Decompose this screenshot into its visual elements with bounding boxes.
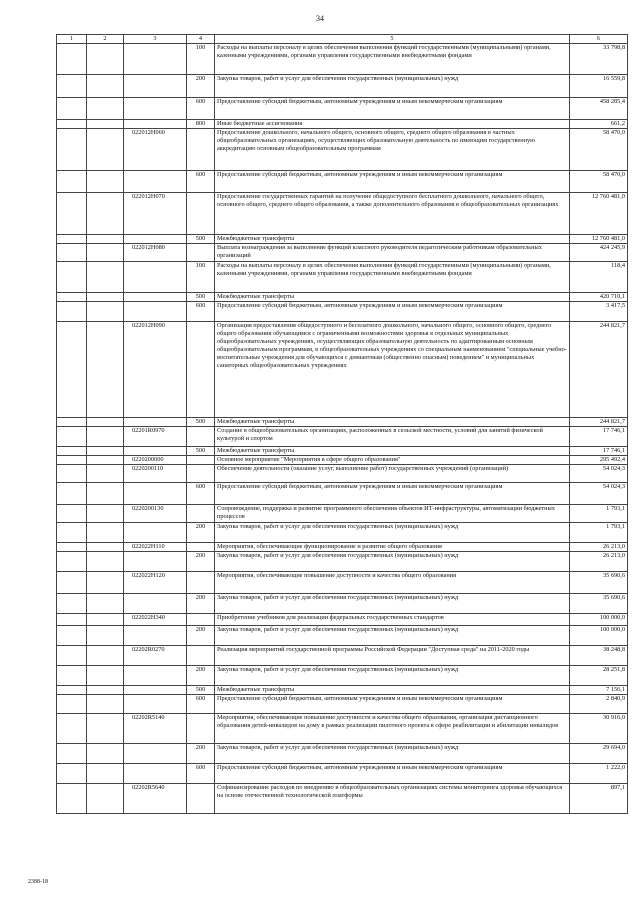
table-row <box>57 646 628 666</box>
cell-expense-type: 200 <box>187 75 215 98</box>
cell-target-code: 022022Н340 <box>124 614 187 626</box>
cell-amount: 17 746,1 <box>570 427 628 447</box>
cell-expense-type: 500 <box>187 418 215 427</box>
cell-col2 <box>87 666 124 686</box>
cell-target-code: 022012Н060 <box>124 129 187 171</box>
cell-amount: 54 024,3 <box>570 483 628 505</box>
cell-description: Обеспечение деятельности (оказание услуг, выполнение работ) государственных учреждений (организаций) <box>215 465 570 483</box>
cell-amount: 33 798,8 <box>570 44 628 75</box>
cell-col2 <box>87 646 124 666</box>
cell-description: Иные бюджетные ассигнования <box>215 120 570 129</box>
cell-description: Софинансирование расходов по внедрению в общеобразовательных организациях системы мониторинга здоровья обучающихся на основе отечественной технологической платформы <box>215 784 570 814</box>
cell-col2 <box>87 120 124 129</box>
column-header: 6 <box>570 35 628 44</box>
cell-amount: 12 760 481,0 <box>570 235 628 244</box>
cell-amount: 424 245,9 <box>570 244 628 262</box>
cell-target-code <box>124 171 187 193</box>
cell-col1 <box>57 686 87 695</box>
cell-col1 <box>57 120 87 129</box>
cell-col2 <box>87 244 124 262</box>
cell-description: Предоставление субсидий бюджетным, автономным учреждениям и иным некоммерческим организациям <box>215 764 570 784</box>
table-row <box>57 784 628 814</box>
table-row <box>57 322 628 418</box>
cell-expense-type: 600 <box>187 483 215 505</box>
table-row <box>57 293 628 302</box>
cell-amount: 1 793,1 <box>570 505 628 523</box>
cell-col2 <box>87 614 124 626</box>
cell-col2 <box>87 744 124 764</box>
cell-col2 <box>87 465 124 483</box>
cell-target-code: 0220200110 <box>124 465 187 483</box>
cell-target-code <box>124 98 187 120</box>
table-row <box>57 523 628 543</box>
cell-expense-type: 600 <box>187 302 215 322</box>
cell-expense-type <box>187 322 215 418</box>
cell-description: Расходы на выплаты персоналу в целях обеспечения выполнения функций государственными (муниципальными) органами, казенными учреждениями, органами управления государственными внебюджетными фондами <box>215 44 570 75</box>
cell-expense-type: 200 <box>187 523 215 543</box>
cell-description: Закупка товаров, работ и услуг для обеспечения государственных (муниципальных) нужд <box>215 666 570 686</box>
cell-amount: 100 000,0 <box>570 626 628 646</box>
cell-description: Предоставление государственных гарантий на получение общедоступного бесплатного дошкольного, начального общего, основного общего, среднего общего образования, а также дополнительного образования в общеобразовательных организациях <box>215 193 570 235</box>
cell-target-code <box>124 552 187 572</box>
table-row <box>57 427 628 447</box>
cell-description: Предоставление субсидий бюджетным, автономным учреждениям и иным некоммерческим организациям <box>215 483 570 505</box>
cell-col2 <box>87 302 124 322</box>
budget-table <box>56 34 628 814</box>
cell-target-code <box>124 235 187 244</box>
table-row <box>57 120 628 129</box>
cell-target-code <box>124 666 187 686</box>
cell-target-code: 0220200130 <box>124 505 187 523</box>
cell-col1 <box>57 456 87 465</box>
cell-description: Предоставление субсидий бюджетным, автономным учреждениям и иным некоммерческим организациям <box>215 302 570 322</box>
cell-amount: 420 710,1 <box>570 293 628 302</box>
table-row <box>57 714 628 744</box>
cell-expense-type <box>187 505 215 523</box>
cell-col2 <box>87 483 124 505</box>
cell-amount: 118,4 <box>570 262 628 293</box>
cell-col2 <box>87 543 124 552</box>
cell-description: Предоставление субсидий бюджетным, автономным учреждениям и иным некоммерческим организациям <box>215 695 570 714</box>
cell-expense-type: 600 <box>187 695 215 714</box>
cell-expense-type <box>187 784 215 814</box>
cell-expense-type <box>187 193 215 235</box>
cell-target-code <box>124 744 187 764</box>
cell-description: Создание в общеобразовательных организациях, расположенных в сельской местности, условий для занятий физической культурой и спортом <box>215 427 570 447</box>
cell-col2 <box>87 456 124 465</box>
cell-col1 <box>57 614 87 626</box>
cell-target-code: 022022Н110 <box>124 543 187 552</box>
cell-col1 <box>57 543 87 552</box>
cell-target-code <box>124 120 187 129</box>
cell-col1 <box>57 98 87 120</box>
cell-col2 <box>87 695 124 714</box>
cell-col1 <box>57 262 87 293</box>
cell-target-code <box>124 44 187 75</box>
cell-expense-type <box>187 456 215 465</box>
cell-col1 <box>57 572 87 594</box>
cell-target-code: 022012Н070 <box>124 193 187 235</box>
page-number: 34 <box>316 14 324 23</box>
cell-target-code <box>124 483 187 505</box>
cell-description: Межбюджетные трансферты <box>215 686 570 695</box>
cell-expense-type: 500 <box>187 235 215 244</box>
cell-col2 <box>87 594 124 614</box>
table-row <box>57 44 628 75</box>
cell-col1 <box>57 322 87 418</box>
table-row <box>57 764 628 784</box>
cell-amount: 28 251,8 <box>570 666 628 686</box>
cell-amount: 12 760 481,0 <box>570 193 628 235</box>
cell-target-code <box>124 302 187 322</box>
document-code: 2388-18 <box>28 879 48 885</box>
cell-col2 <box>87 235 124 244</box>
table-row <box>57 505 628 523</box>
cell-amount: 458 285,4 <box>570 98 628 120</box>
cell-expense-type: 500 <box>187 686 215 695</box>
cell-col1 <box>57 744 87 764</box>
column-header: 4 <box>187 35 215 44</box>
cell-description: Межбюджетные трансферты <box>215 293 570 302</box>
table-row <box>57 614 628 626</box>
cell-expense-type <box>187 543 215 552</box>
cell-col1 <box>57 193 87 235</box>
cell-amount: 661,2 <box>570 120 628 129</box>
cell-col2 <box>87 572 124 594</box>
cell-amount: 17 746,1 <box>570 447 628 456</box>
table-row <box>57 456 628 465</box>
cell-expense-type <box>187 465 215 483</box>
cell-col1 <box>57 244 87 262</box>
cell-expense-type: 200 <box>187 626 215 646</box>
cell-col1 <box>57 44 87 75</box>
cell-target-code: 022022Н120 <box>124 572 187 594</box>
cell-expense-type: 100 <box>187 262 215 293</box>
cell-col1 <box>57 465 87 483</box>
cell-col2 <box>87 764 124 784</box>
cell-col2 <box>87 171 124 193</box>
cell-col1 <box>57 626 87 646</box>
cell-description: Мероприятия, обеспечивающие повышение доступности и качества общего образования, организация дистанционного образования детей-инвалидов на дому в рамках реализации пилотного проекта в сфере реабилитации и абилитации инвалидов <box>215 714 570 744</box>
cell-description: Закупка товаров, работ и услуг для обеспечения государственных (муниципальных) нужд <box>215 744 570 764</box>
table-row <box>57 572 628 594</box>
cell-target-code: 02202R5140 <box>124 714 187 744</box>
cell-description: Межбюджетные трансферты <box>215 235 570 244</box>
cell-col2 <box>87 552 124 572</box>
table-row <box>57 244 628 262</box>
cell-col1 <box>57 483 87 505</box>
cell-col1 <box>57 714 87 744</box>
cell-col1 <box>57 552 87 572</box>
cell-col2 <box>87 322 124 418</box>
cell-col1 <box>57 764 87 784</box>
cell-expense-type: 600 <box>187 764 215 784</box>
cell-target-code <box>124 626 187 646</box>
cell-expense-type: 600 <box>187 171 215 193</box>
cell-expense-type: 200 <box>187 666 215 686</box>
cell-description: Предоставление субсидий бюджетным, автономным учреждениям и иным некоммерческим организациям <box>215 98 570 120</box>
cell-col1 <box>57 646 87 666</box>
cell-col2 <box>87 193 124 235</box>
table-row <box>57 418 628 427</box>
cell-target-code <box>124 418 187 427</box>
cell-col1 <box>57 427 87 447</box>
cell-target-code <box>124 262 187 293</box>
cell-expense-type: 100 <box>187 44 215 75</box>
cell-col2 <box>87 98 124 120</box>
cell-expense-type <box>187 572 215 594</box>
cell-description: Мероприятия, обеспечивающие повышение доступности и качества общего образования <box>215 572 570 594</box>
cell-amount: 35 690,6 <box>570 572 628 594</box>
cell-description: Закупка товаров, работ и услуг для обеспечения государственных (муниципальных) нужд <box>215 75 570 98</box>
cell-target-code <box>124 594 187 614</box>
cell-col2 <box>87 626 124 646</box>
cell-amount: 7 156,1 <box>570 686 628 695</box>
cell-target-code <box>124 293 187 302</box>
cell-col1 <box>57 594 87 614</box>
table-row <box>57 686 628 695</box>
table-row <box>57 695 628 714</box>
table-row <box>57 594 628 614</box>
cell-col2 <box>87 505 124 523</box>
cell-expense-type <box>187 427 215 447</box>
cell-amount: 38 248,8 <box>570 646 628 666</box>
cell-col2 <box>87 293 124 302</box>
table-row <box>57 171 628 193</box>
table-row <box>57 98 628 120</box>
cell-col1 <box>57 523 87 543</box>
cell-col1 <box>57 695 87 714</box>
cell-col1 <box>57 235 87 244</box>
cell-amount: 16 559,8 <box>570 75 628 98</box>
cell-expense-type <box>187 646 215 666</box>
cell-target-code <box>124 695 187 714</box>
cell-amount: 29 694,0 <box>570 744 628 764</box>
cell-target-code: 022012Н080 <box>124 244 187 262</box>
cell-expense-type: 500 <box>187 447 215 456</box>
cell-description: Закупка товаров, работ и услуг для обеспечения государственных (муниципальных) нужд <box>215 626 570 646</box>
table-row <box>57 626 628 646</box>
table-header-row <box>57 35 628 44</box>
table-row <box>57 483 628 505</box>
cell-description: Предоставление субсидий бюджетным, автономным учреждениям и иным некоммерческим организациям <box>215 171 570 193</box>
cell-col2 <box>87 447 124 456</box>
cell-description: Предоставление дошкольного, начального общего, основного общего, среднего общего образования в частных общеобразовательных организациях, осуществляющих образовательную деятельность по имеющим государственную аккредитацию основным общеобразовательным программам <box>215 129 570 171</box>
cell-description: Закупка товаров, работ и услуг для обеспечения государственных (муниципальных) нужд <box>215 594 570 614</box>
cell-target-code <box>124 686 187 695</box>
cell-col2 <box>87 427 124 447</box>
cell-col1 <box>57 171 87 193</box>
cell-col2 <box>87 686 124 695</box>
cell-target-code <box>124 523 187 543</box>
column-header: 1 <box>57 35 87 44</box>
cell-amount: 58 470,0 <box>570 129 628 171</box>
cell-amount: 1 222,0 <box>570 764 628 784</box>
cell-amount: 897,1 <box>570 784 628 814</box>
cell-target-code: 02201R0970 <box>124 427 187 447</box>
cell-description: Мероприятия, обеспечивающие функционирование и развитие общего образования <box>215 543 570 552</box>
cell-target-code <box>124 764 187 784</box>
table-body <box>57 44 628 814</box>
table-row <box>57 262 628 293</box>
cell-amount: 30 916,0 <box>570 714 628 744</box>
cell-col1 <box>57 505 87 523</box>
cell-expense-type <box>187 714 215 744</box>
cell-col2 <box>87 129 124 171</box>
cell-amount: 58 470,0 <box>570 171 628 193</box>
cell-col2 <box>87 75 124 98</box>
cell-amount: 244 821,7 <box>570 322 628 418</box>
cell-description: Закупка товаров, работ и услуг для обеспечения государственных (муниципальных) нужд <box>215 523 570 543</box>
column-header: 2 <box>87 35 124 44</box>
table-row <box>57 552 628 572</box>
cell-col2 <box>87 714 124 744</box>
table-row <box>57 465 628 483</box>
cell-expense-type: 600 <box>187 98 215 120</box>
cell-description: Реализация мероприятий государственной программы Российской Федерации "Доступная среда" на 2011-2020 годы <box>215 646 570 666</box>
cell-description: Сопровождение, поддержка и развитие программного обеспечения объектов ИТ-инфраструктуры, автоматизации бюджетных процессов <box>215 505 570 523</box>
cell-amount: 2 840,9 <box>570 695 628 714</box>
cell-col1 <box>57 302 87 322</box>
cell-expense-type: 500 <box>187 293 215 302</box>
cell-description: Выплата вознаграждения за выполнение функций классного руководителя педагогическим работникам образовательных организаций <box>215 244 570 262</box>
cell-amount: 244 821,7 <box>570 418 628 427</box>
cell-expense-type <box>187 614 215 626</box>
table-row <box>57 543 628 552</box>
cell-target-code: 02202R0270 <box>124 646 187 666</box>
cell-expense-type: 200 <box>187 744 215 764</box>
cell-col1 <box>57 418 87 427</box>
cell-col1 <box>57 784 87 814</box>
cell-expense-type: 200 <box>187 552 215 572</box>
cell-expense-type: 800 <box>187 120 215 129</box>
cell-target-code <box>124 447 187 456</box>
cell-expense-type: 200 <box>187 594 215 614</box>
cell-description: Приобретение учебников для реализации федеральных государственных стандартов <box>215 614 570 626</box>
cell-col1 <box>57 666 87 686</box>
cell-expense-type <box>187 244 215 262</box>
cell-amount: 1 793,1 <box>570 523 628 543</box>
table-row <box>57 447 628 456</box>
cell-target-code: 02202R5640 <box>124 784 187 814</box>
table-row <box>57 75 628 98</box>
cell-amount: 54 024,3 <box>570 465 628 483</box>
cell-target-code: 0220200000 <box>124 456 187 465</box>
cell-col2 <box>87 523 124 543</box>
cell-description: Организация предоставления общедоступного и бесплатного дошкольного, начального общего, основного общего, среднего общего образования обучающимся с ограниченными возможностями здоровья в отдельных муниципальных общеобразовательных учреждениях, осуществляющих образовательную деятельность по адаптированным основным общеобразовательным программам, в общеобразовательных учреждениях со специальным наименованием "специальные учебно-воспитательные учреждения для обучающихся с девиантным (общественно опасным) поведением" и муниципальных санаторных общеобразовательных учреждениях <box>215 322 570 418</box>
cell-col1 <box>57 447 87 456</box>
table-row <box>57 235 628 244</box>
cell-col2 <box>87 262 124 293</box>
table-row <box>57 129 628 171</box>
cell-col2 <box>87 784 124 814</box>
cell-col2 <box>87 44 124 75</box>
cell-amount: 26 213,0 <box>570 543 628 552</box>
cell-description: Межбюджетные трансферты <box>215 418 570 427</box>
cell-amount: 295 492,4 <box>570 456 628 465</box>
cell-col1 <box>57 75 87 98</box>
cell-expense-type <box>187 129 215 171</box>
cell-description: Закупка товаров, работ и услуг для обеспечения государственных (муниципальных) нужд <box>215 552 570 572</box>
cell-target-code: 022012Н090 <box>124 322 187 418</box>
cell-col1 <box>57 129 87 171</box>
cell-target-code <box>124 75 187 98</box>
cell-amount: 100 000,0 <box>570 614 628 626</box>
cell-amount: 35 690,6 <box>570 594 628 614</box>
cell-description: Межбюджетные трансферты <box>215 447 570 456</box>
column-header: 3 <box>124 35 187 44</box>
table-row <box>57 666 628 686</box>
cell-description: Расходы на выплаты персоналу в целях обеспечения выполнения функций государственными (муниципальными) органами, казенными учреждениями, органами управления государственными внебюджетными фондами <box>215 262 570 293</box>
cell-amount: 26 213,0 <box>570 552 628 572</box>
cell-col1 <box>57 293 87 302</box>
cell-col2 <box>87 418 124 427</box>
table-row <box>57 193 628 235</box>
cell-description: Основное мероприятие "Мероприятия в сфере общего образования" <box>215 456 570 465</box>
table-row <box>57 302 628 322</box>
table-row <box>57 744 628 764</box>
column-header: 5 <box>215 35 570 44</box>
cell-amount: 3 417,5 <box>570 302 628 322</box>
